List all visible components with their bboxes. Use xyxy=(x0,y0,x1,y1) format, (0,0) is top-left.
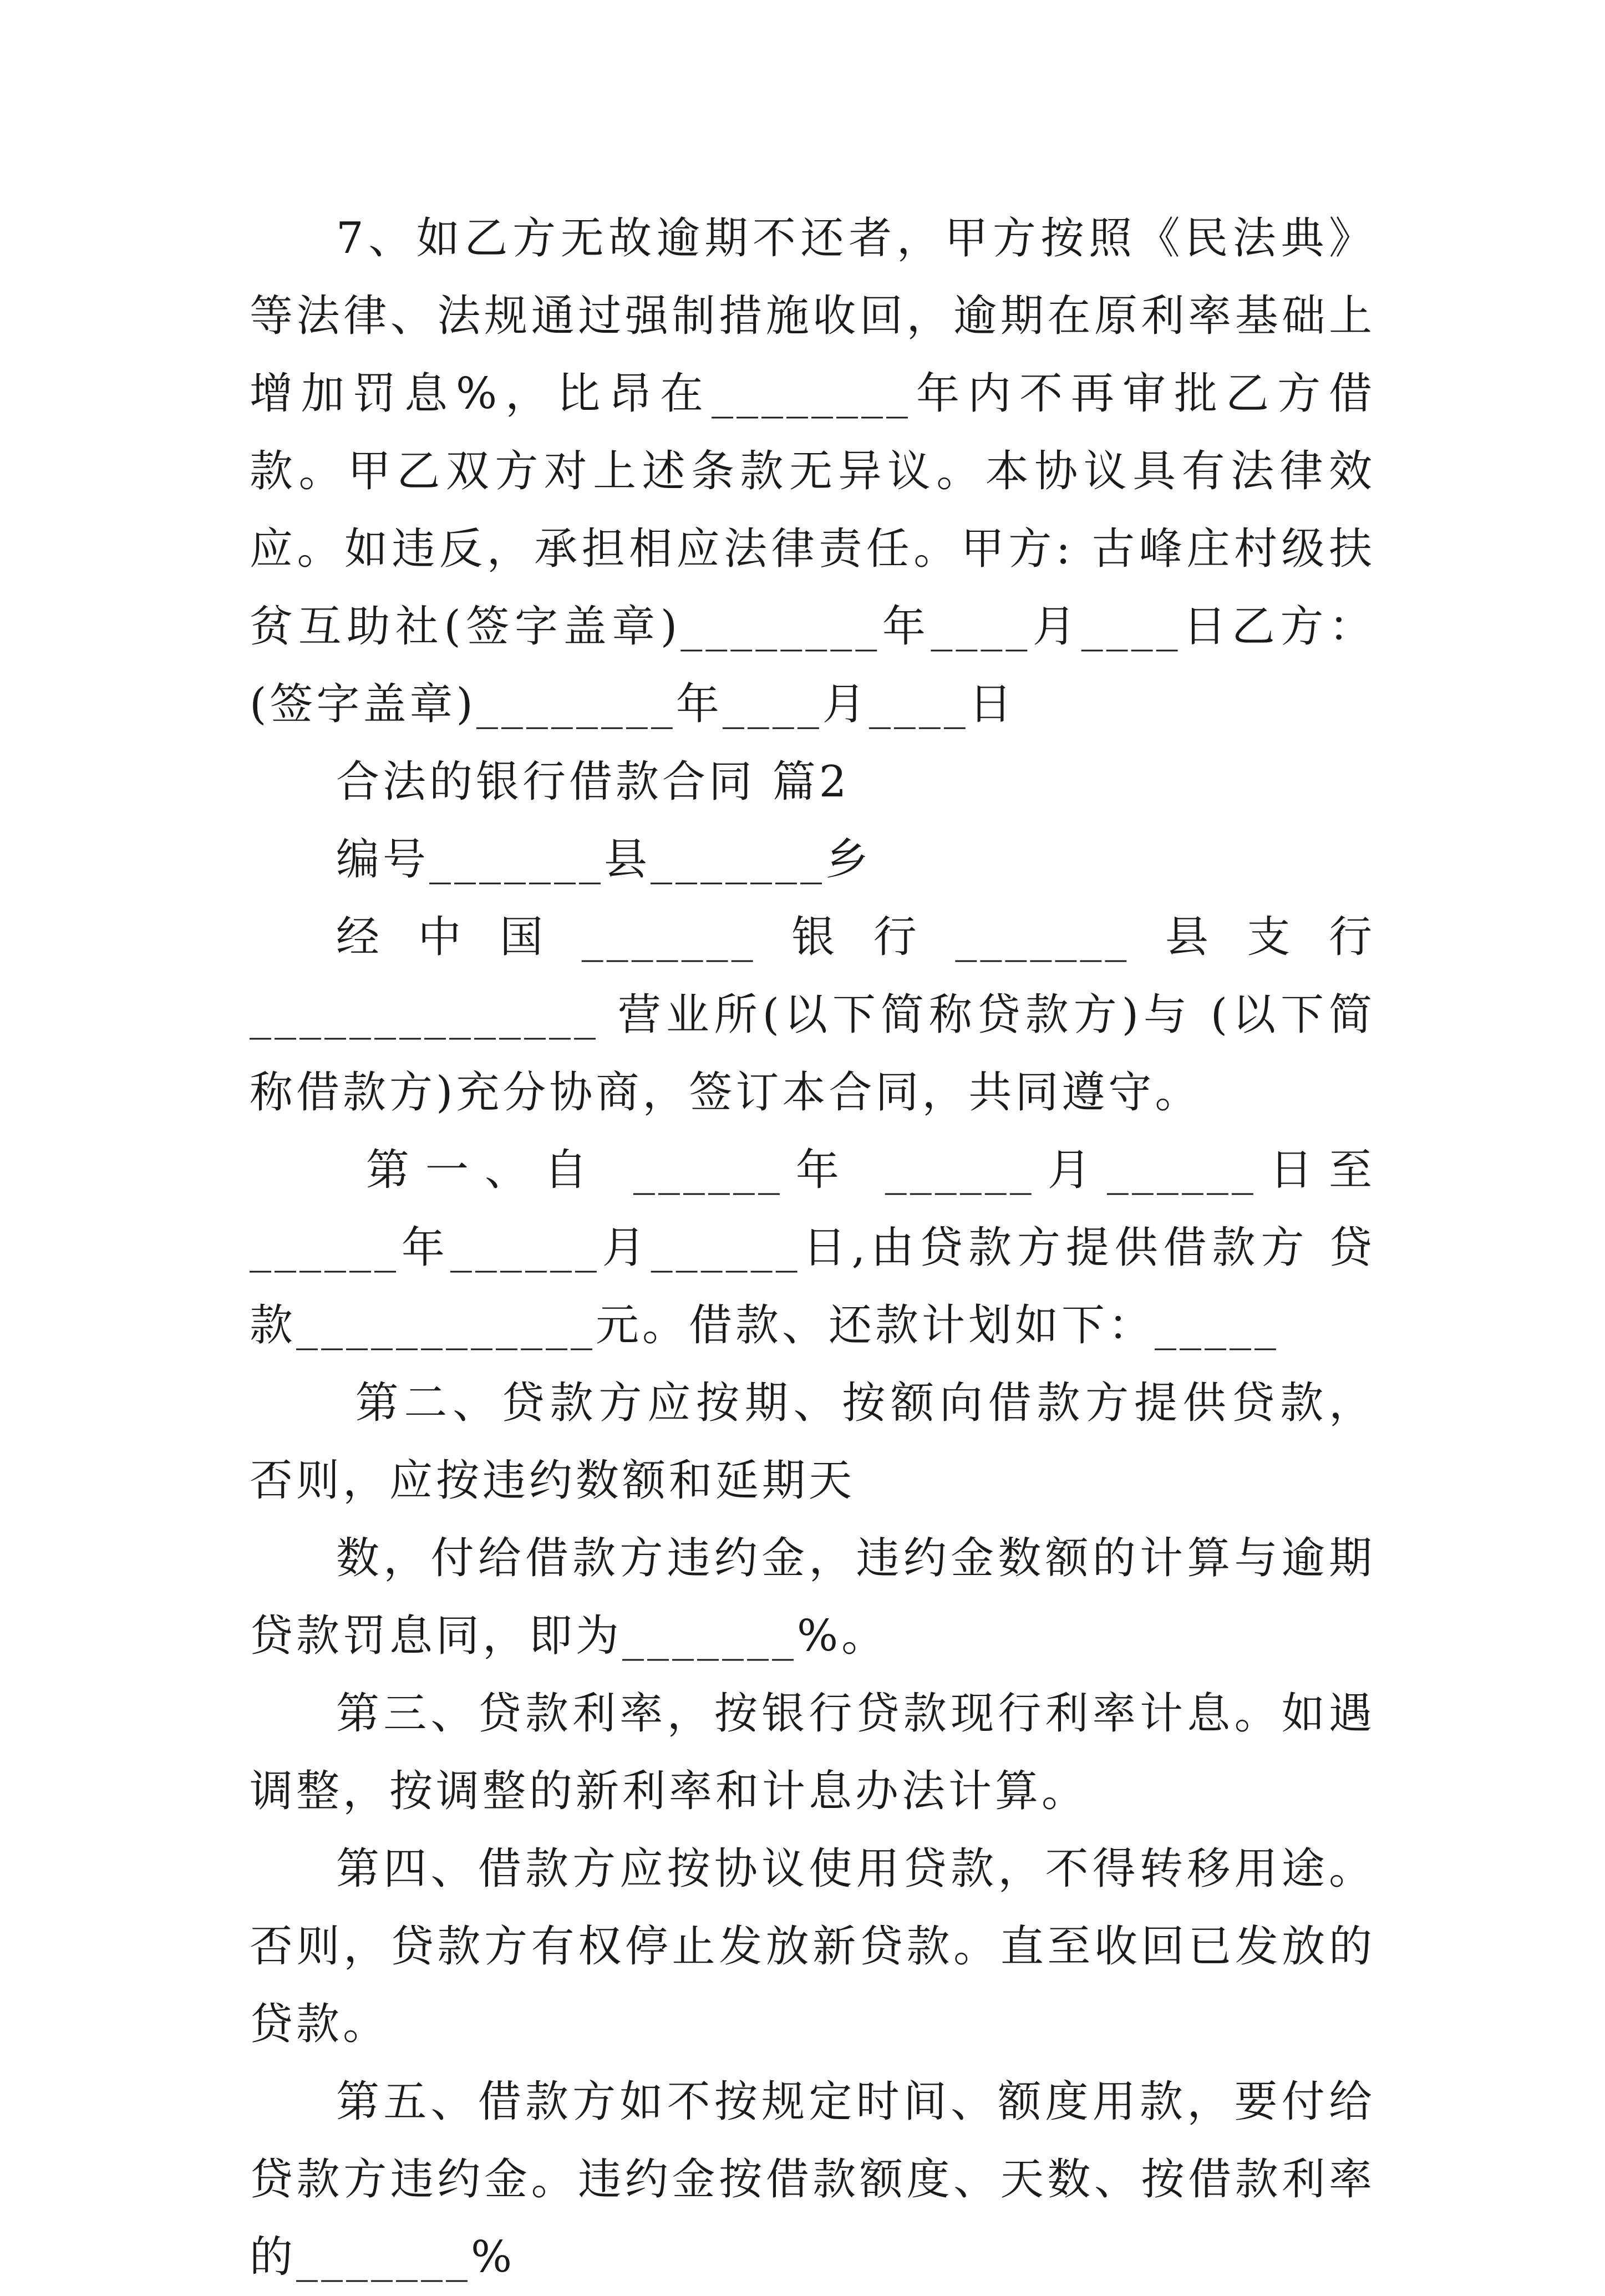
document-page xyxy=(250,200,1393,2296)
article-5-paragraph: 第五、借款方如不按规定时间、额度用款，要付给贷款方违约金。违约金按借款额度、天数、按借款利率的_______% xyxy=(250,2077,1375,2282)
article-2-continued-paragraph: 数，付给借款方违约金，违约金数额的计算与逾期贷款罚息同，即为_______%。 xyxy=(250,1533,1375,1661)
article-2-paragraph: 第二、贷款方应按期、按额向借款方提供贷款，否则，应按违约数额和延期天 xyxy=(250,1378,1375,1506)
article-3-paragraph: 第三、贷款利率，按银行贷款现行利率计息。如遇调整，按调整的新利率和计息办法计算。 xyxy=(250,1689,1375,1816)
article-4-paragraph: 第四、借款方应按协议使用贷款，不得转移用途。否则，贷款方有权停止发放新贷款。直至收回已发放的贷款。 xyxy=(250,1844,1375,2049)
clause-7-paragraph: 7、如乙方无故逾期不还者，甲方按照《民法典》等法律、法规通过强制措施收回，逾期在原利率基础上增加罚息%，比昂在________年内不再审批乙方借款。甲乙双方对上述条款无异议。本协议具有法律效应。如违反，承担相应法律责任。甲方: 古峰庄村级扶贫互助社(签字盖章)________年____月____日乙方：(签字盖章)________年____月____日 xyxy=(250,214,1375,729)
section-title: 合法的银行借款合同 篇2 xyxy=(336,757,850,807)
serial-number-line: 编号_______县_______乡 xyxy=(336,835,872,885)
article-1-paragraph: 第一、自 ______年 ______月______日至 ______年______月______日,由贷款方提供借款方 贷款____________元。借款、还款计划如下：_____ xyxy=(250,1145,1393,1350)
preamble-paragraph: 经中国_______银行_______县支行______________ 营业所(以下简称贷款方)与 (以下简称借款方)充分协商，签订本合同，共同遵守。 xyxy=(250,912,1375,1117)
